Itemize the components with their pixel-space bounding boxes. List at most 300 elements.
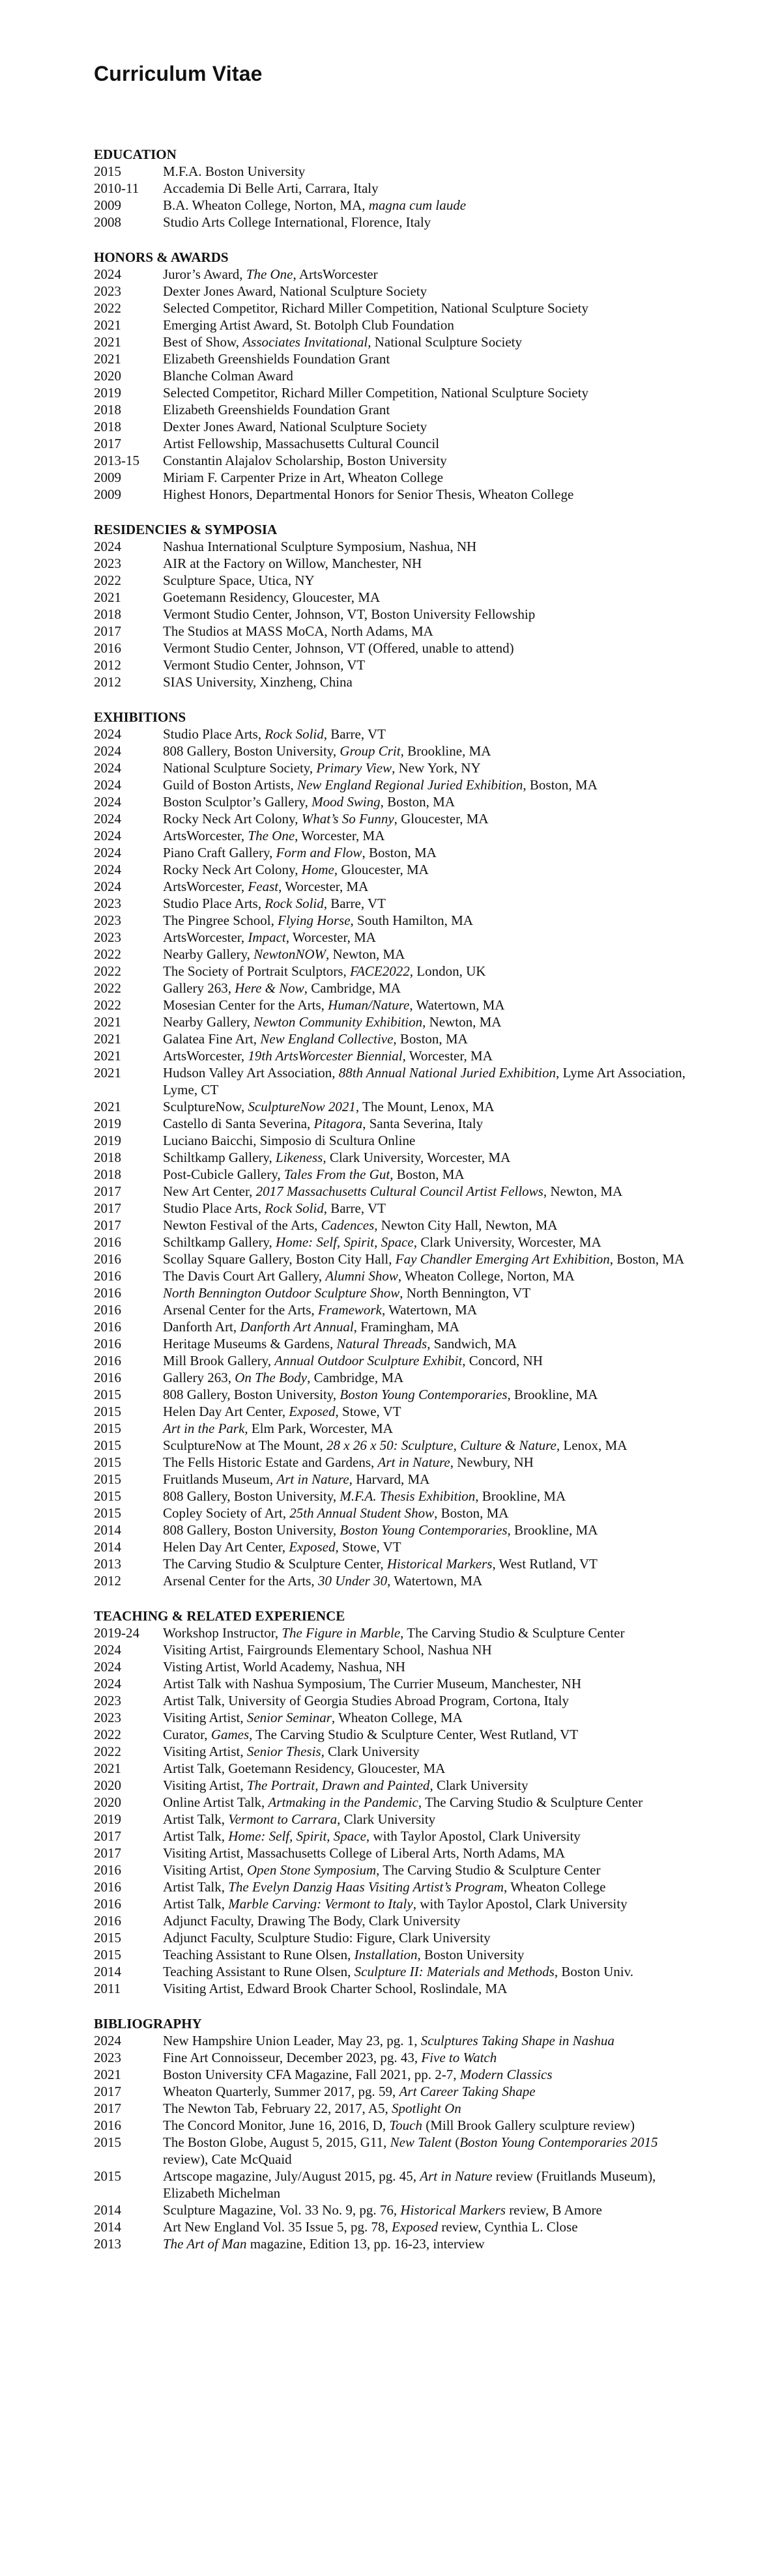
entry-text-part: , Wheaton College [503,1879,606,1895]
entry-text-part: , Brookline, MA [400,743,491,759]
entry-title-italic: Open Stone Symposium [246,1862,377,1878]
entry-text-part: review), Cate McQuaid [163,2151,292,2167]
entry-text [163,1878,691,1895]
entry-text-part: , Boston University [417,1947,525,1962]
entry-text [163,895,691,912]
entry-title-italic: Modern Classics [459,2067,553,2082]
entry-title-italic: Likeness, [276,1150,326,1165]
entry-text-part: 808 Gallery, Boston University, [163,1522,340,1538]
entry-year: 2022 [94,1744,121,1759]
entry-title-italic: Vermont to Carrara [228,1811,338,1827]
entry-text [163,1538,691,1555]
entry-year: 2013 [94,2236,121,2252]
entry-year: 2009 [94,487,121,502]
entry-text-part: New Art Center, [163,1183,256,1199]
entry-year: 2017 [94,1200,121,1216]
entry-text [163,793,691,810]
cv-entry [94,538,691,555]
entry-text-part: Scollay Square Gallery, Boston City Hall, [163,1251,396,1267]
entry-text-part: Blanche Colman Award [163,368,293,384]
entry-year: 2016 [94,1862,121,1878]
entry-text [163,1301,691,1318]
entry-text [163,810,691,827]
entry-year: 2016 [94,1234,121,1250]
entry-text-part: , Brookline, MA [507,1522,598,1538]
entry-year: 2023 [94,2050,121,2065]
entry-text-part: Visiting Artist, [163,1862,247,1878]
cv-entry [94,963,691,980]
cv-entry [94,1267,691,1284]
entry-text [163,1454,691,1471]
cv-entry [94,1572,691,1589]
entry-text-part: AIR at the Factory on Willow, Manchester, NH [163,556,422,571]
entry-year: 2017 [94,623,121,639]
entry-text-part: Juror’s Award, [163,266,246,282]
entry-text [163,435,691,452]
entry-text-part: , Barre, VT [323,896,386,911]
cv-entry [94,333,691,350]
page-title: Curriculum Vitae [94,62,263,85]
entry-year: 2022 [94,946,121,962]
entry-text [163,384,691,401]
entry-text-part: , Boston, MA [609,1251,685,1267]
entry-text-part: , Clark University [429,1777,529,1793]
cv-entry [94,1692,691,1709]
entry-text-part: Newton City Hall, Newton, MA [377,1217,558,1233]
entry-text-part: The Carving Studio & Sculpture Center, [163,1556,387,1572]
entry-text-part: Fruitlands Museum, [163,1471,277,1487]
cv-entry [94,1658,691,1675]
entry-title-italic: Games [210,1727,250,1742]
entry-text-part: ( [451,2134,460,2150]
cv-entry [94,266,691,283]
entry-text-part: Vermont Studio Center, Johnson, VT [163,657,366,673]
entry-text-part: Highest Honors, Departmental Honors for Senior Thesis, Wheaton College [163,487,574,502]
entry-text [163,776,691,793]
entry-year: 2017 [94,436,121,451]
cv-entry [94,214,691,231]
entry-text-part: Boston Sculptor’s Gallery, [163,794,312,810]
entry-title-italic: M.F.A. Thesis Exhibition [340,1488,476,1504]
entry-title-italic: Sculptures Taking Shape in Nashua [420,2033,615,2048]
entry-text-part: review, Cynthia L. Close [438,2219,578,2235]
entry-text-part: , Stowe, VT [335,1404,401,1419]
entry-text-part: Studio Place Arts, [163,1200,265,1216]
entry-year: 2024 [94,2033,121,2048]
entry-year: 2023 [94,283,121,299]
entry-text-part: , National Sculpture Society [368,334,523,350]
cv-entry [94,2235,691,2252]
entry-text-part: Sculpture Space, Utica, NY [163,573,315,588]
cv-entry [94,657,691,673]
entry-text-part: The Society of Portrait Sculptors, [163,963,350,979]
entry-text-part: , The Carving Studio & Sculpture Center, West Rutland, VT [249,1727,579,1742]
entry-year: 2014 [94,1964,121,1979]
entry-title-italic: Art in Nature [420,2168,493,2184]
section-heading: EXHIBITIONS [94,709,186,725]
entry-text [163,180,691,197]
cv-entry [94,861,691,878]
entry-text-part: , with Taylor Apostol, Clark University [413,1896,628,1912]
entry-text-part: Elizabeth Greenshields Foundation Grant [163,351,390,367]
cv-entry [94,163,691,180]
entry-text [163,1149,691,1166]
entry-text-part: The Newton Tab, February 22, 2017, A5, [163,2101,392,2116]
cv-entry [94,2168,691,2201]
entry-year: 2024 [94,811,121,827]
entry-title-italic: The One [246,266,293,282]
entry-text-part: , Worcester, MA [295,828,385,843]
entry-text [163,1183,691,1200]
entry-text-part: 808 Gallery, Boston University, [163,1387,340,1402]
entry-title-italic: The Figure in Marble [282,1625,401,1641]
entry-text [163,2066,691,2083]
entry-text [163,1403,691,1420]
entry-text-part: , West Rutland, VT [492,1556,598,1572]
entry-text-part: Artist Fellowship, Massachusetts Cultural Council [163,436,440,451]
entry-year: 2009 [94,470,121,485]
entry-year: 2024 [94,726,121,742]
entry-title-italic: Historical Markers [386,1556,493,1572]
entry-title-italic: Cadences, [321,1217,378,1233]
entry-year: 2023 [94,896,121,911]
cv-sections [94,146,691,2252]
entry-text-part: , Boston, MA [523,777,598,793]
entry-text-part: Danforth Art, [163,1319,240,1335]
entry-text [163,1166,691,1183]
entry-title-italic: Exposed [391,2219,439,2235]
entry-year: 2023 [94,1710,121,1725]
entry-year: 2017 [94,1183,121,1199]
entry-text-part: , Cambridge, MA [304,980,401,996]
entry-text-part: ArtsWorcester, [163,828,248,843]
entry-year: 2024 [94,794,121,810]
entry-title-italic: Newton Community Exhibition [253,1014,423,1030]
entry-year: 2024 [94,828,121,843]
entry-text-part: Accademia Di Belle Arti, Carrara, Italy [163,180,379,196]
entry-text [163,1641,691,1658]
entry-text-part: , Concord, NH [462,1353,543,1368]
entry-text [163,1234,691,1251]
entry-title-italic: Impact [248,929,286,945]
entry-title-italic: North Bennington Outdoor Sculpture Show [163,1285,400,1301]
entry-text [163,317,691,333]
entry-text [163,1658,691,1675]
entry-text-part: Visiting Artist, Fairgrounds Elementary School, Nashua NH [163,1642,492,1658]
cv-entry [94,1471,691,1488]
entry-title-italic: Rock Solid [265,1200,324,1216]
entry-text [163,1709,691,1726]
entry-text-part: , The Carving Studio & Sculpture Center [418,1794,643,1810]
entry-year: 2017 [94,2084,121,2099]
entry-text-part: The Davis Court Art Gallery, [163,1268,326,1284]
cv-entry [94,1811,691,1828]
cv-entry [94,1488,691,1505]
entry-text [163,1692,691,1709]
entry-text-part: , Brookline, MA [507,1387,598,1402]
entry-title-italic: 25th Annual Student Show [289,1505,435,1521]
entry-text-part: SculptureNow at The Mount, [163,1437,326,1453]
entry-title-italic: Art in Nature [276,1471,349,1487]
entry-text-part: Visting Artist, World Academy, Nashua, NH [163,1659,406,1675]
entry-text-part: Clark University, Worcester, MA [326,1150,511,1165]
entry-text [163,1726,691,1743]
entry-title-italic: NewtonNOW [253,946,326,962]
entry-title-italic: Boston Young Contemporaries [340,1387,508,1402]
entry-text [163,469,691,486]
entry-text [163,350,691,367]
entry-text-part: Heritage Museums & Gardens, [163,1336,337,1352]
entry-year: 2015 [94,1947,121,1962]
entry-text-part: The Fells Historic Estate and Gardens, [163,1454,378,1470]
entry-year: 2022 [94,997,121,1013]
cv-entry [94,1115,691,1132]
entry-text [163,1030,691,1047]
entry-text-part: National Sculpture Society, [163,760,317,776]
entry-text-part: , Barre, VT [323,1200,386,1216]
cv-entry [94,1234,691,1251]
cv-entry [94,1980,691,1997]
entry-text-part: The Mount, Lenox, MA [359,1099,495,1114]
cv-entry [94,1149,691,1166]
cv-entry [94,2134,691,2168]
entry-text [163,2032,691,2049]
entry-text [163,1522,691,1538]
cv-entry [94,1013,691,1030]
cv-entry [94,418,691,435]
entry-text [163,2201,691,2218]
entry-text-part: Selected Competitor, Richard Miller Competition, National Sculpture Society [163,300,588,316]
cv-entry [94,606,691,623]
entry-text-part: Helen Day Art Center, [163,1539,289,1555]
entry-year: 2018 [94,419,121,434]
cv-entry [94,1064,691,1098]
entry-year: 2021 [94,1761,121,1776]
entry-text-part: , Boston Univ. [554,1964,633,1979]
entry-year: 2016 [94,1319,121,1335]
entry-text [163,1811,691,1828]
entry-text-part: Post-Cubicle Gallery, [163,1167,284,1182]
entry-text [163,1861,691,1878]
entry-text-part: Artscope magazine, July/August 2015, pg. 45, [163,2168,420,2184]
entry-text-part: , Boston, MA [362,845,437,860]
cv-entry [94,1335,691,1352]
entry-text-part: Curator, [163,1727,211,1742]
entry-year: 2014 [94,2219,121,2235]
entry-text-part: , Elm Park, Worcester, MA [244,1421,393,1436]
cv-entry [94,1845,691,1861]
entry-text [163,844,691,861]
entry-year: 2022 [94,963,121,979]
entry-text [163,1013,691,1030]
entry-year: 2024 [94,879,121,894]
entry-text-part: Galatea Fine Art, [163,1031,261,1047]
entry-year: 2009 [94,197,121,213]
entry-text-part: The Studios at MASS MoCA, North Adams, MA [163,623,433,639]
cv-entry [94,486,691,503]
cv-entry [94,980,691,997]
entry-title-italic: 2017 Massachusetts Cultural Council Artist Fellows [255,1183,543,1199]
entry-text-part: review (Fruitlands Museum), Elizabeth Michelman [163,2168,656,2201]
entry-text [163,657,691,673]
entry-text-part: Helen Day Art Center, [163,1404,289,1419]
cv-entry [94,895,691,912]
cv-entry [94,1895,691,1912]
entry-text-part: Piano Craft Gallery, [163,845,276,860]
entry-text-part: , Barre, VT [323,726,386,742]
entry-text-part: Emerging Artist Award, St. Botolph Club Foundation [163,317,454,333]
cv-entry [94,2032,691,2049]
entry-text [163,300,691,317]
entry-text [163,1352,691,1369]
cv-entry [94,283,691,300]
entry-year: 2024 [94,777,121,793]
cv-entry [94,300,691,317]
entry-text [163,197,691,214]
entry-text-part: Guild of Boston Artists, [163,777,297,793]
entry-year: 2018 [94,402,121,418]
entry-text-part: Adjunct Faculty, Drawing The Body, Clark University [163,1913,461,1929]
entry-text [163,1217,691,1234]
cv-entry [94,776,691,793]
entry-text-part: , Gloucester, MA [334,862,429,877]
entry-text-part: Elizabeth Greenshields Foundation Grant [163,402,390,418]
entry-title-italic: Marble Carving: Vermont to Italy [228,1896,413,1912]
entry-year: 2017 [94,1845,121,1861]
entry-text [163,486,691,503]
entry-text-part: Artist Talk with Nashua Symposium, The Currier Museum, Manchester, NH [163,1676,581,1691]
entry-text-part: , Watertown, MA [381,1302,478,1318]
section-residencies [94,521,691,690]
entry-text-part: , Watertown, MA [409,997,505,1013]
cv-entry [94,1132,691,1149]
entry-text [163,333,691,350]
entry-text [163,1318,691,1335]
entry-text-part: Luciano Baicchi, Simposio di Scultura Online [163,1133,416,1148]
entry-year: 2016 [94,1353,121,1368]
entry-title-italic: Danforth Art Annual [240,1319,354,1335]
cv-entry [94,1912,691,1929]
entry-year: 2017 [94,2101,121,2116]
entry-text-part: ArtsWorcester, [163,929,248,945]
entry-year: 2012 [94,657,121,673]
cv-entry [94,1420,691,1437]
entry-text-part: 808 Gallery, Boston University, [163,743,340,759]
entry-text [163,1743,691,1760]
entry-year: 2024 [94,266,121,282]
entry-text [163,673,691,690]
entry-year: 2016 [94,1336,121,1352]
section-heading: EDUCATION [94,147,177,162]
entry-text-part: , London, UK [409,963,486,979]
entry-text-part: , Framingham, MA [353,1319,459,1335]
entry-text [163,538,691,555]
cv-entry [94,197,691,214]
entry-text-part: Arsenal Center for the Arts, [163,1573,318,1589]
entry-text [163,1572,691,1589]
entry-title-italic: Rock Solid [265,896,324,911]
entry-text-part: Rocky Neck Art Colony, [163,862,302,877]
entry-text-part: , Gloucester, MA [394,811,489,827]
entry-text-part: Arsenal Center for the Arts, [163,1302,318,1318]
cv-entry [94,1538,691,1555]
entry-title-italic: SculptureNow 2021, [248,1099,360,1114]
entry-text-part: Dexter Jones Award, National Sculpture Society [163,283,427,299]
entry-text [163,1929,691,1946]
entry-text-part: (Mill Brook Gallery sculpture review) [422,2117,635,2133]
entry-text-part: Stowe, VT [338,1539,401,1555]
entry-title-italic: Pitagora [313,1116,363,1131]
entry-text [163,2117,691,2134]
entry-text-part: Teaching Assistant to Rune Olsen, [163,1947,355,1962]
cv-entry [94,946,691,963]
entry-title-italic: 30 Under 30, [317,1573,391,1589]
entry-year: 2022 [94,300,121,316]
entry-text-part: , Newton, MA [422,1014,502,1030]
entry-text-part: Rocky Neck Art Colony, [163,811,302,827]
entry-text-part: magazine, Edition 13, pp. 16-23, interview [246,2236,485,2252]
cv-entry [94,1352,691,1369]
entry-text-part: Gallery 263, [163,1370,235,1385]
cv-entry [94,2117,691,2134]
cv-entry [94,1963,691,1980]
entry-text [163,1284,691,1301]
entry-text-part: , Wheaton College, Norton, MA [398,1268,575,1284]
entry-year: 2013 [94,1556,121,1572]
entry-year: 2015 [94,1454,121,1470]
entry-text [163,266,691,283]
cv-entry [94,401,691,418]
entry-text-part: , Boston, MA [390,1167,465,1182]
cv-entry [94,1403,691,1420]
cv-entry [94,1047,691,1064]
entry-text [163,878,691,895]
entry-text-part: , Clark University [337,1811,436,1827]
cv-entry [94,1166,691,1183]
entry-text [163,1895,691,1912]
entry-title-italic: Art Career Taking Shape [399,2084,536,2099]
entry-text-part: Artist Talk, [163,1896,229,1912]
entry-text-part: SIAS University, Xinzheng, China [163,674,353,690]
entry-text [163,2235,691,2252]
entry-year: 2019-24 [94,1625,139,1641]
entry-text [163,1471,691,1488]
entry-text [163,555,691,572]
entry-text [163,963,691,980]
entry-text-part: Studio Place Arts, [163,896,265,911]
entry-text-part: Artist Talk, University of Georgia Studies Abroad Program, Cortona, Italy [163,1693,569,1708]
cv-entry [94,743,691,759]
section-exhibitions [94,709,691,1589]
entry-year: 2019 [94,1116,121,1131]
entry-year: 2022 [94,1727,121,1742]
entry-year: 2021 [94,1031,121,1047]
entry-title-italic: Exposed, [289,1539,339,1555]
entry-text-part: Nearby Gallery, [163,946,254,962]
entry-year: 2018 [94,606,121,622]
entry-title-italic: On The Body [235,1370,308,1385]
entry-year: 2017 [94,1828,121,1844]
entry-text-part: ArtsWorcester, [163,879,248,894]
entry-text-part: , ArtsWorcester [293,266,378,282]
entry-title-italic: Art in the Park [163,1421,245,1436]
cv-entry [94,1183,691,1200]
entry-text [163,1488,691,1505]
entry-text-part: , Wheaton College, MA [331,1710,463,1725]
section-bibliography [94,2015,691,2252]
entry-year: 2011 [94,1981,121,1996]
entry-text [163,418,691,435]
